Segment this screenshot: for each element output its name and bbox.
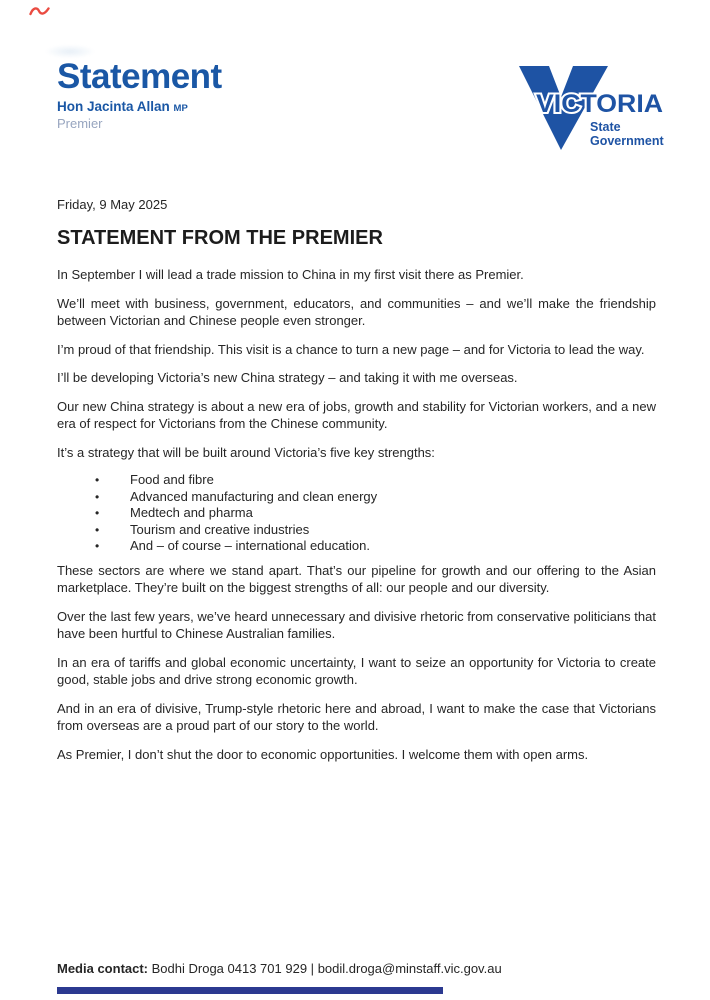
masthead-author xyxy=(57,99,222,114)
list-item-label: Medtech and pharma xyxy=(130,505,253,520)
separator: | xyxy=(310,961,315,976)
bullet-icon: • xyxy=(95,506,100,520)
paragraph: I’ll be developing Victoria’s new China strategy – and taking it with me overseas. xyxy=(57,370,518,385)
paragraph: Our new China strategy is about a new era of jobs, growth and stability for Victorian workers, and a new era of respect for Victorians from the Chinese community. xyxy=(57,398,656,431)
media-contact-name-phone: Bodhi Droga 0413 701 929 xyxy=(151,961,308,976)
statement-heading: STATEMENT FROM THE PREMIER xyxy=(57,227,383,249)
masthead-role: Premier xyxy=(57,116,103,131)
paragraph: It’s a strategy that will be built around Victoria’s five key strengths: xyxy=(57,444,435,460)
list-item xyxy=(57,472,656,489)
list-item xyxy=(57,489,656,506)
bullet-icon: • xyxy=(95,522,100,537)
bullet-icon: • xyxy=(95,539,100,553)
media-contact-line xyxy=(57,961,656,976)
logo-sub-state: State xyxy=(590,120,621,134)
paragraph: As Premier, I don’t shut the door to economic opportunities. I welcome them with open arms. xyxy=(57,746,589,762)
list-item-label: Food and fibre xyxy=(130,472,214,487)
list-item-label: Advanced manufacturing and clean energy xyxy=(130,488,378,504)
red-pen-mark xyxy=(29,5,53,19)
author-name: Hon Jacinta Allan xyxy=(57,99,170,114)
logo-wordmark: VICTORIA xyxy=(536,90,663,118)
bullet-icon: • xyxy=(95,489,100,504)
media-contact-label: Media contact: xyxy=(57,961,149,976)
list-item xyxy=(57,538,656,555)
logo-sub-government: Government xyxy=(590,134,664,148)
author-postnominal: MP xyxy=(173,103,188,114)
paragraph: These sectors are where we stand apart. That’s our pipeline for growth and our offering to the Asian marketplace. They’re built on the biggest strengths of all: our people and our diversity. xyxy=(57,562,656,595)
masthead-title: Statement xyxy=(57,57,222,96)
list-item-label: Tourism and creative industries xyxy=(130,521,310,537)
victoria-government-logo xyxy=(505,55,675,155)
paragraph: We’ll meet with business, government, educators, and communities – and we’ll make the friendship between Victorian and Chinese people even stronger. xyxy=(57,295,656,328)
paragraph: I’m proud of that friendship. This visit is a chance to turn a new page – and for Victoria to lead the way. xyxy=(57,341,645,357)
footer-accent-bar xyxy=(57,987,443,994)
list-item xyxy=(57,522,656,539)
paragraph: In an era of tariffs and global economic uncertainty, I want to seize an opportunity for Victoria to create good, stable jobs and drive strong economic growth. xyxy=(57,654,656,687)
paragraph: In September I will lead a trade mission to China in my first visit there as Premier. xyxy=(57,267,524,282)
statement-body xyxy=(57,197,656,774)
paragraph: And in an era of divisive, Trump-style rhetoric here and abroad, I want to make the case that Victorians from overseas are a proud part of our story to the world. xyxy=(57,700,656,733)
key-strengths-list xyxy=(57,472,656,555)
bullet-icon: • xyxy=(95,473,100,487)
list-item xyxy=(57,505,656,522)
paragraph: Over the last few years, we’ve heard unnecessary and divisive rhetoric from conservative politicians that have been hurtful to Chinese Australian families. xyxy=(57,608,656,641)
list-item-label: And – of course – international education. xyxy=(130,538,370,553)
date-line: Friday, 9 May 2025 xyxy=(57,197,168,212)
media-contact-email: bodil.droga@minstaff.vic.gov.au xyxy=(317,961,502,976)
